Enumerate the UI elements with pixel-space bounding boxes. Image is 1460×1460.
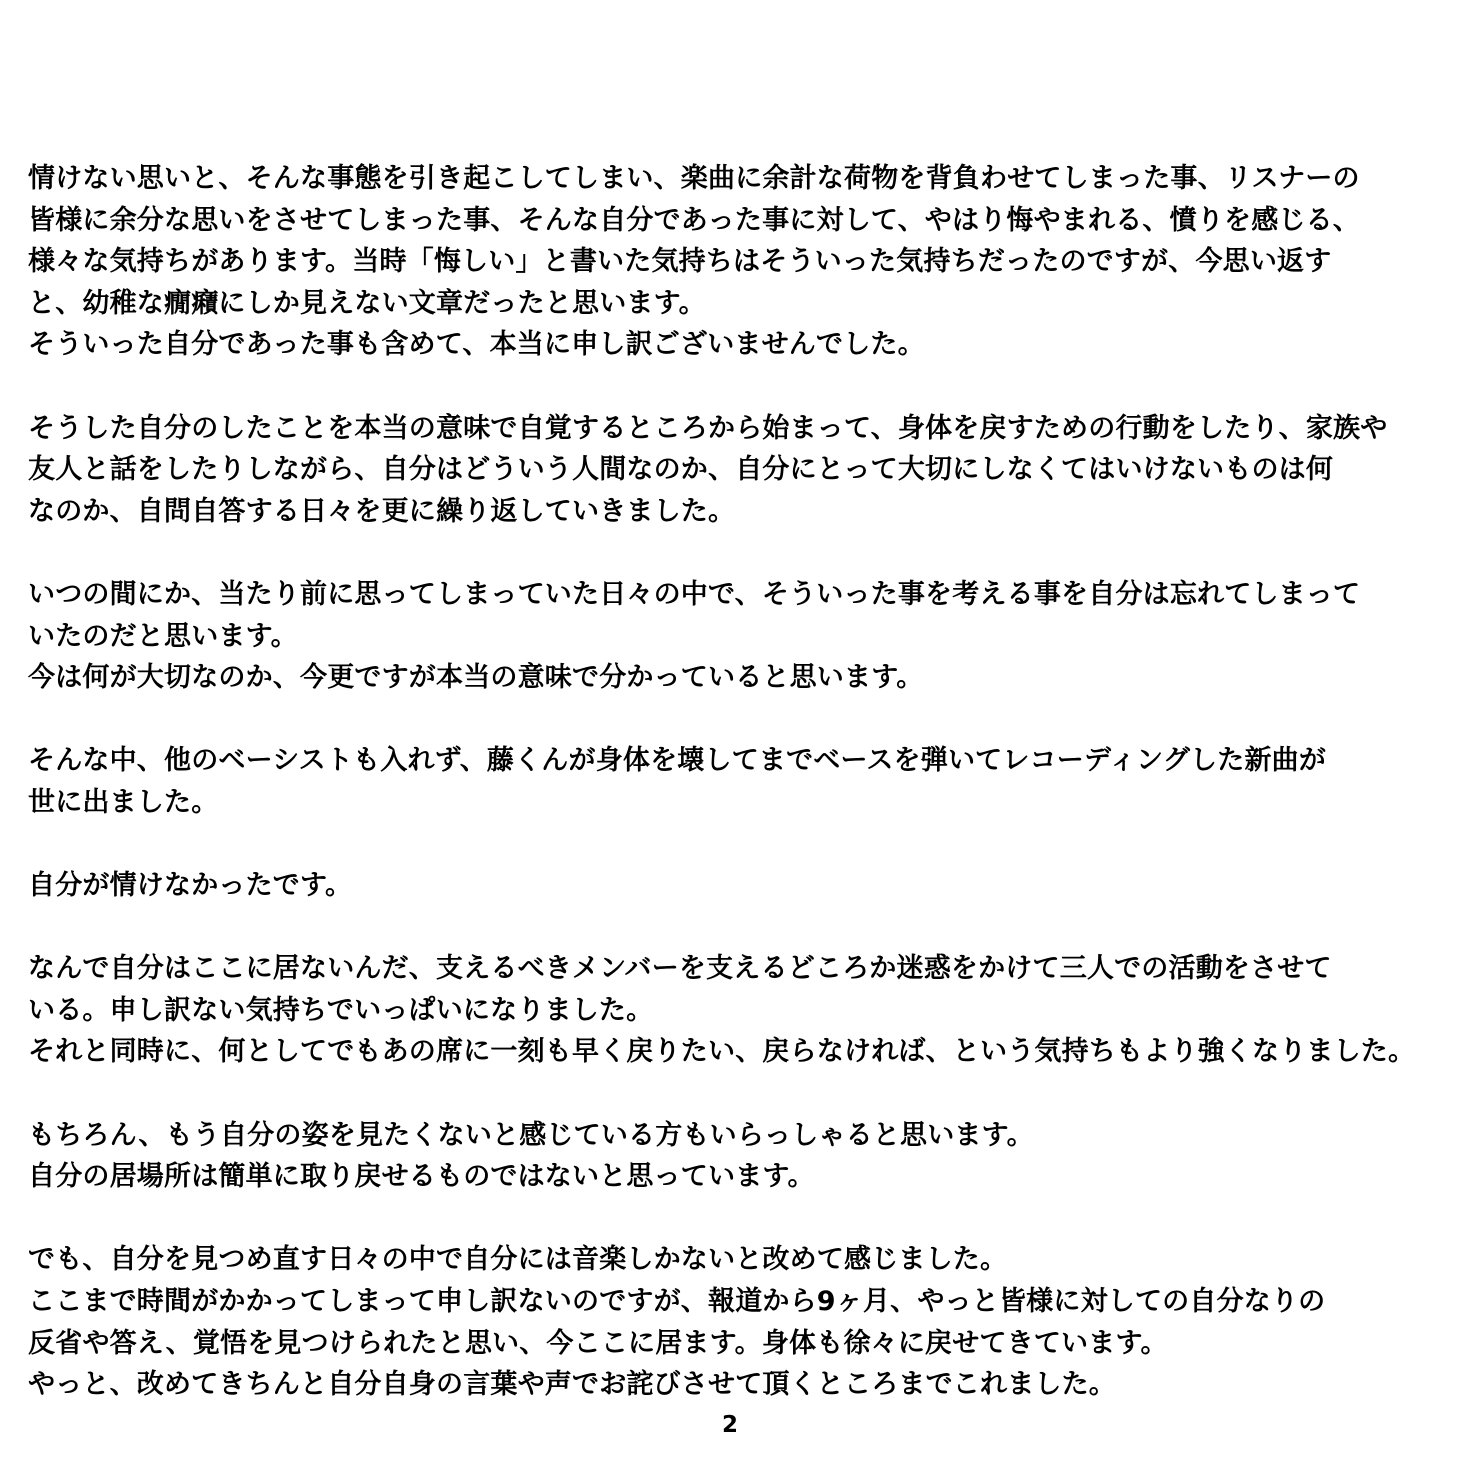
text-line: いたのだと思います。 <box>28 620 298 652</box>
text-line: 友人と話をしたりしながら、自分はどういう人間なのか、自分にとって大切にしなくてはいけないものは何 <box>28 454 1334 486</box>
text-line: 世に出ました。 <box>28 786 219 818</box>
paragraph-gap <box>28 532 1432 574</box>
paragraph-gap <box>28 1198 1432 1240</box>
text-line: いる。申し訳ない気持ちでいっぱいになりました。 <box>28 994 654 1026</box>
text-line: でも、自分を見つめ直す日々の中で自分には音楽しかないと改めて感じました。 <box>28 1244 1008 1276</box>
text-line: そういった自分であった事も含めて、本当に申し訳ございませんでした。 <box>28 329 925 361</box>
text-line: ここまで時間がかかってしまって申し訳ないのですが、報道から9ヶ月、やっと皆様に対しての自分なりの <box>28 1286 1326 1318</box>
text-line: それと同時に、何としてでもあの席に一刻も早く戻りたい、戻らなければ、という気持ちもより強くなりました。 <box>28 1036 1416 1068</box>
text-line: いつの間にか、当たり前に思ってしまっていた日々の中で、そういった事を考える事を自分は忘れてしまって <box>28 578 1361 610</box>
text-line: 今は何が大切なのか、今更ですが本当の意味で分かっていると思います。 <box>28 662 924 694</box>
text-line: そうした自分のしたことを本当の意味で自覚するところから始まって、身体を戻すための行動をしたり、家族や <box>28 412 1388 444</box>
paragraph-gap <box>28 907 1432 949</box>
text-line: 様々な気持ちがあります。当時「悔しい」と書いた気持ちはそういった気持ちだったのですが、今思い返す <box>28 246 1332 278</box>
text-line: 自分が情けなかったです。 <box>28 870 353 902</box>
document-body <box>28 158 1432 1406</box>
text-line: やっと、改めてきちんと自分自身の言葉や声でお詫びさせて頂くところまでこれました。 <box>28 1369 1116 1401</box>
text-line: と、幼稚な癇癪にしか見えない文章だったと思います。 <box>28 287 706 319</box>
paragraph-gap <box>28 699 1432 741</box>
page-number: 2 <box>721 1412 738 1438</box>
text-line: 自分の居場所は簡単に取り戻せるものではないと思っています。 <box>28 1161 815 1193</box>
text-line: そんな中、他のベーシストも入れず、藤くんが身体を壊してまでベースを弾いてレコーディングした新曲が <box>28 745 1327 777</box>
paragraph-gap <box>28 366 1432 408</box>
text-line: 反省や答え、覚悟を見つけられたと思い、今ここに居ます。身体も徐々に戻せてきています。 <box>28 1327 1168 1359</box>
paragraph-gap <box>28 824 1432 866</box>
text-line: もちろん、もう自分の姿を見たくないと感じている方もいらっしゃると思います。 <box>28 1119 1034 1151</box>
text-line: 情けない思いと、そんな事態を引き起こしてしまい、楽曲に余計な荷物を背負わせてしまった事、リスナーの <box>28 163 1360 194</box>
text-line: なのか、自問自答する日々を更に繰り返していきました。 <box>28 495 736 527</box>
text-line: 皆様に余分な思いをさせてしまった事、そんな自分であった事に対して、やはり悔やまれる、憤りを感じる、 <box>28 204 1360 236</box>
text-line: なんで自分はここに居ないんだ、支えるべきメンバーを支えるどころか迷惑をかけて三人での活動をさせて <box>28 953 1332 985</box>
paragraph-gap <box>28 1073 1432 1115</box>
